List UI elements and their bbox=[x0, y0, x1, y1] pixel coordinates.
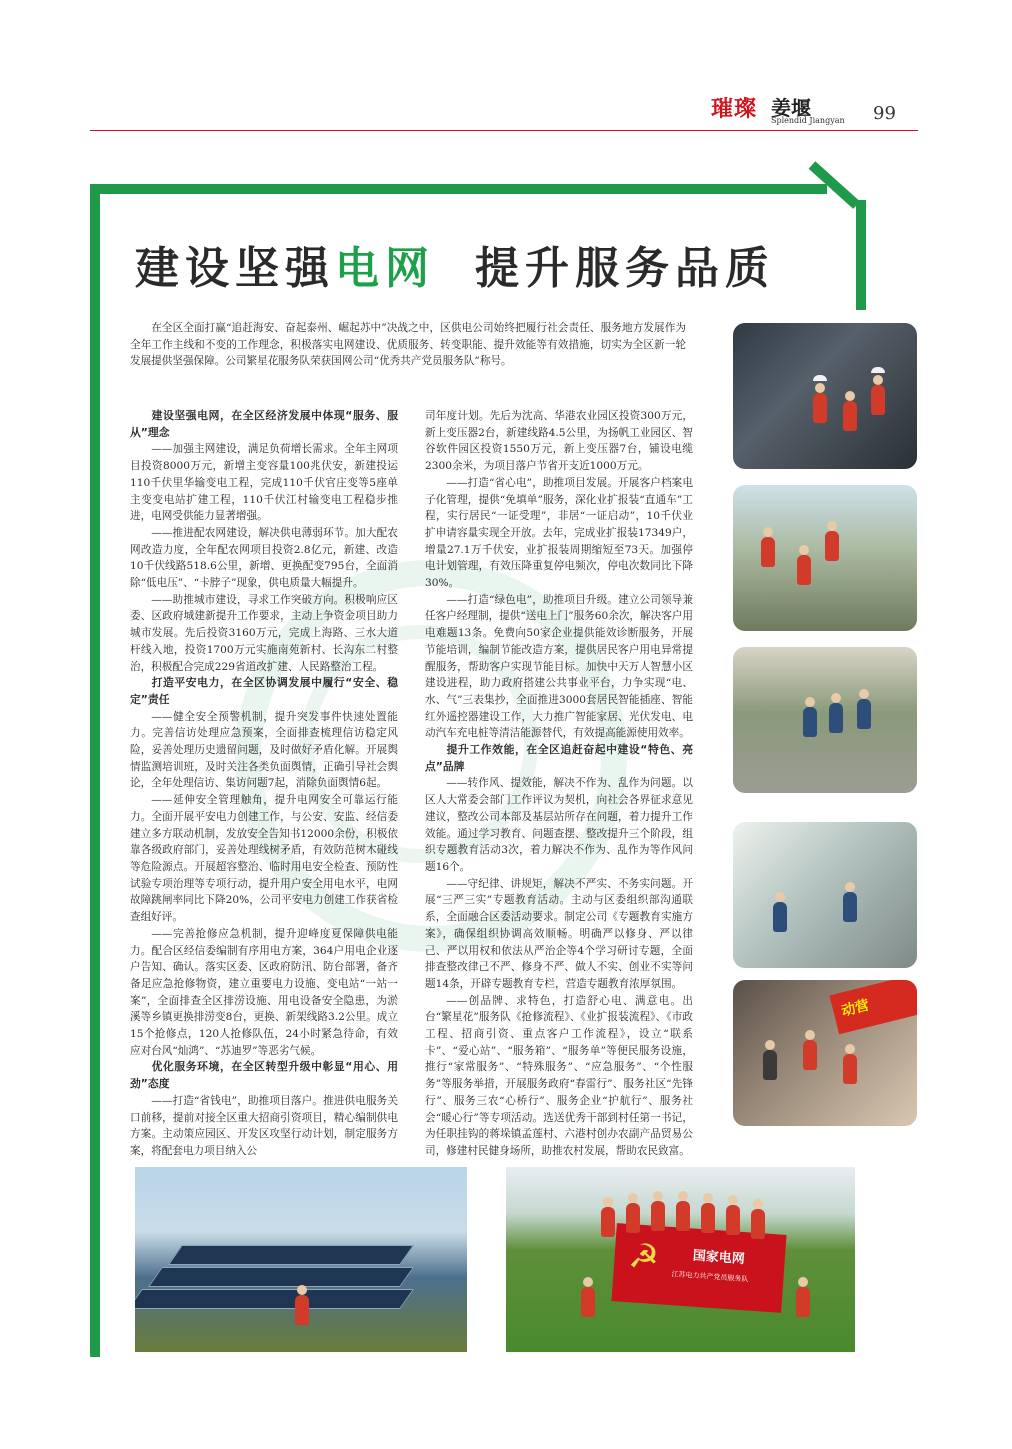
section-heading: 打造平安电力，在全区协调发展中履行“安全、稳定”责任 bbox=[130, 676, 398, 706]
worker-figure bbox=[857, 699, 871, 729]
banner-title: 国家电网 bbox=[692, 1248, 746, 1268]
service-sign: 动营 bbox=[829, 980, 917, 1034]
team-member bbox=[676, 1201, 690, 1231]
photo-solar-panels bbox=[135, 1167, 467, 1352]
worker-figure bbox=[813, 393, 827, 423]
text-column-2 bbox=[425, 408, 693, 1160]
worker-figure bbox=[829, 703, 843, 733]
photo-workers-street-cable bbox=[733, 647, 917, 793]
team-member bbox=[581, 1287, 595, 1317]
lead-paragraph: 在全区全面打赢“追赶海安、奋起泰州、崛起苏中”决战之中，区供电公司始终把履行社会责任、服务地方发展作为全年工作主线和不变的工作理念，积极落实电网建设、优质服务、转变职能、提升效能等有效措施，切实为全区新一轮发展提供坚强保障。公司繁星花服务队荣获国网公司“优秀共产党员服务队”称号。 bbox=[130, 322, 686, 368]
body-paragraph: ——转作风、提效能，解决不作为、乱作为问题。以区人大常委会部门工作评议为契机，向社会各界征求意见建议，整改公司本部及基层站所存在问题，着力提升工作效能。通过学习教育、问题查摆、整改提升三个阶段，组织专题教育活动3次，着力解决不作为、乱作为等作风问题16个。 bbox=[425, 777, 693, 873]
article-title bbox=[135, 232, 835, 294]
brand-english: Splendid Jiangyan bbox=[771, 116, 845, 125]
title-part3: 提升服务品质 bbox=[475, 243, 775, 294]
body-paragraph: ——推进配农网建设，解决供电薄弱环节。加大配农网改造力度，全年配农网项目投资2.8亿元，新建、改造10千伏线路518.6公里，新增、更换配变795台，全面消除“低电压”、“卡脖子”现象，供电质量大幅提升。 bbox=[130, 526, 398, 590]
worker-figure bbox=[773, 902, 787, 932]
worker-figure bbox=[803, 707, 817, 737]
section-heading: 提升工作效能，在全区追赶奋起中建设“特色、亮点”品牌 bbox=[425, 743, 693, 773]
worker-figure bbox=[761, 537, 775, 567]
team-member bbox=[796, 1287, 810, 1317]
body-paragraph: ——加强主网建设，满足负荷增长需求。全年主网项目投资8000万元，新增主变容量100兆伏安，新建投运110千伏里华输变电工程，完成110千伏官庄变等5座单主变变电站扩建工程，110千伏江村输变电工程稳步推进，电网受供能力显著增强。 bbox=[130, 443, 398, 523]
green-frame-left bbox=[90, 184, 100, 1357]
body-paragraph: ——打造“绿色电”，助推项目升级。建立公司领导兼任客户经理制，提供“送电上门”服务60余次，解决客户用电难题13条。免费向50家企业提供能效诊断服务，开展节能培训，编制节能改造方案，提供居民客户用电异常提醒服务，帮助客户实现节能目标。加快中天万人智慧小区建设进程，助力政府搭建公共事业平台，力争实现“电、水、气”三表集抄，全面推进3000套居民智能插座、智能红外遥控器建设工作，大力推广智能家居、光伏发电、电动汽车充电桩等清洁能源替代，有效提高能源使用效率。 bbox=[425, 593, 693, 740]
body-paragraph: ——打造“省心电”，助推项目发展。开展客户档案电子化管理，提供“免填单”服务，深化业扩报装“直通车”工程，实行居民“一证受理”，非居“一证启动”，10千伏业扩申请容量实现全开放。去年，完成业扩报装17349户，增量27.1万千伏安，业扩报装周期缩短至73天。加强停电计划管理，有效压降重复停电频次，停电次数同比下降30%。 bbox=[425, 476, 693, 590]
page-number: 99 bbox=[873, 103, 896, 124]
text-column-1 bbox=[130, 408, 398, 1160]
photo-workers-pump-site bbox=[733, 485, 917, 631]
title-part1: 建设坚强 bbox=[135, 243, 335, 294]
team-member bbox=[726, 1205, 740, 1235]
body-paragraph: ——打造“省钱电”，助推项目落户。推进供电服务关口前移，提前对接全区重大招商引资项目，精心编制供电方案。主动策应园区、开发区攻坚行动计划，制定服务方案，将配套电力项目纳入公 bbox=[130, 1094, 398, 1157]
team-member bbox=[701, 1203, 715, 1233]
team-member bbox=[626, 1203, 640, 1233]
worker-figure bbox=[803, 1040, 817, 1070]
photo-team-banner bbox=[506, 1167, 855, 1352]
brand-red-text: 璀璨 bbox=[711, 96, 758, 122]
photo-community-service bbox=[733, 980, 917, 1126]
photo-switchgear-room bbox=[733, 822, 917, 968]
body-paragraph: ——健全安全预警机制，提升突发事件快速处置能力。完善信访处理应急预案，全面排查梳理信访稳定风险，妥善处理历史遗留问题，及时做好矛盾化解。开展舆情监测培训班，及时关注各类负面舆情，正确引导社会舆论，全年处理信访、集访问题7起，消除负面舆情6起。 bbox=[130, 710, 398, 790]
body-paragraph: ——完善抢修应急机制，提升迎峰度夏保障供电能力。配合区经信委编制有序用电方案，364户用电企业逐户告知、确认。落实区委、区政府防汛、防台部署，备齐备足应急抢修物资，建立重要电力设施、变电站“一站一案”，全面排查全区排涝设施、用电设备安全隐患，为淤溪等乡镇更换排涝变8台，更换、新架线路3.2公里。成立15个抢修点，120人抢修队伍，24小时紧急待命，有效应对台风“灿鸿”、“苏迪罗”等恶劣气候。 bbox=[130, 927, 398, 1057]
header-divider bbox=[90, 130, 918, 131]
team-member bbox=[601, 1207, 615, 1237]
body-paragraph: ——创品牌、求特色，打造舒心电、满意电。出台“繁星花”服务队《抢修流程》、《业扩报装流程》、《市政工程、招商引资、重点客户工作流程》，设立“联系卡”、“爱心站”、“服务箱”、“服务单”等便民服务设施，推行“家常服务”、“特殊服务”、“应急服务”、“个性服务”等服务举措，开展服务政府“春雷行”、服务社区“先锋行”、服务三农“心桥行”、服务企业“护航行”、服务社会“暖心行”等专项活动。选送优秀干部到村任第一书记，为任职挂钩的蒋垛镇孟莲村、六港村创办农副产品贸易公司，修建村民健身场所，助推农村发展，帮助农民致富。 bbox=[425, 994, 693, 1157]
body-paragraph: ——助推城市建设，寻求工作突破方向。积极响应区委、区政府城建新提升工作要求，主动上争资金项目助力城市发展。先后投资3160万元，完成上海路、三水大道杆线入地，投资1700万元实施南苑新村、长沟东二村整治，积极配合完成229省道改扩建、人民路整治工程。 bbox=[130, 593, 398, 673]
body-paragraph: ——延伸安全管理触角，提升电网安全可靠运行能力。全面开展平安电力创建工作，与公安、安监、经信委建立多方联动机制，发放安全告知书12000余份，积极依靠各级政府部门，妥善处理线树矛盾，有效防范树木碰线等危险源点。开展超容整治、临时用电安全检查、预防性试验专项治理等专项行动，提升用户安全用电水平，电网故障跳闸率同比下降20%，公司平安电力创建工作获省检查组好评。 bbox=[130, 794, 398, 924]
body-paragraph: 司年度计划。先后为沈高、华港农业园区投资300万元，新上变压器2台，新建线路4.5公里，为扬帆工业园区、智谷软件园区投资1550万元，新上变压器7台，铺设电缆2300余米，为项目落户节省开支近1000万元。 bbox=[425, 410, 693, 473]
worker-figure bbox=[871, 385, 885, 415]
worker-figure bbox=[797, 555, 811, 585]
title-part2: 电网 bbox=[335, 243, 435, 294]
section-heading: 建设坚强电网，在全区经济发展中体现“服务、服从”理念 bbox=[130, 409, 398, 439]
worker-figure bbox=[843, 401, 857, 431]
team-member bbox=[751, 1209, 765, 1239]
team-member bbox=[651, 1201, 665, 1231]
person-figure bbox=[763, 1050, 777, 1080]
worker-figure bbox=[825, 531, 839, 561]
green-frame-top bbox=[90, 184, 827, 194]
header-brand bbox=[711, 92, 861, 126]
worker-figure bbox=[843, 892, 857, 922]
banner-subtitle: 江苏电力共产党员服务队 bbox=[671, 1270, 749, 1284]
photo-workers-meter-cabinet bbox=[733, 323, 917, 469]
body-paragraph: ——守纪律、讲规矩，解决不严实、不务实问题。开展“三严三实”专题教育活动。主动与区委组织部沟通联系，全面融合区委活动要求。制定公司《专题教育实施方案》，确保组织协调高效顺畅。明确严以修身、严以律己、严以用权和依法从严治企等4个学习研讨专题，全面排查整改律己不严、修身不严、做人不实、创业不实等问题14条，开辟专题教育专栏，营造专题教育浓厚氛围。 bbox=[425, 877, 693, 990]
worker-figure bbox=[295, 1295, 309, 1325]
party-emblem-icon: ☭ bbox=[627, 1236, 661, 1279]
section-heading: 优化服务环境，在全区转型升级中彰显“用心、用劲”态度 bbox=[130, 1060, 398, 1091]
worker-figure bbox=[843, 1054, 857, 1084]
brand-black-text: 姜堰 bbox=[771, 96, 811, 120]
green-frame-right bbox=[856, 200, 866, 310]
